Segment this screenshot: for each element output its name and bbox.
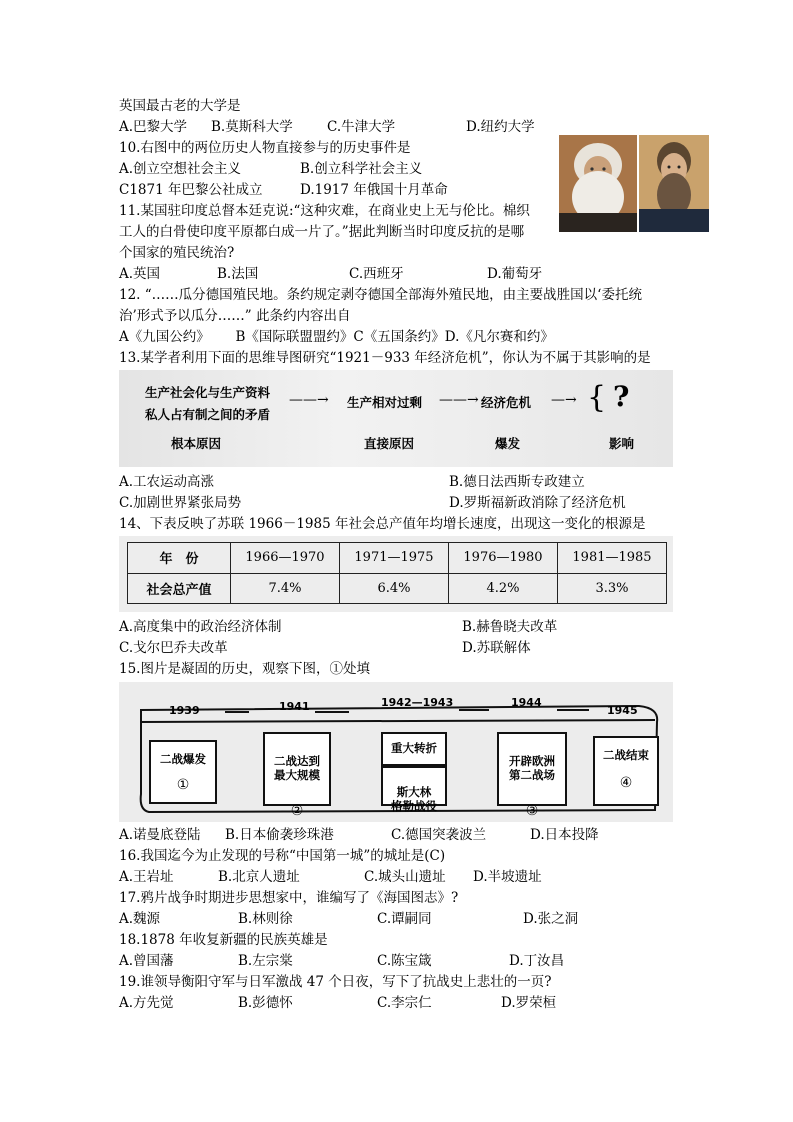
- timeline-box-3-label: 重大转折: [391, 741, 437, 755]
- q16-option-b: B.北京人遗址: [218, 869, 300, 885]
- mind-map-step-2: 生产相对过剩: [347, 395, 423, 410]
- q15-stem: 15.图片是凝固的历史，观察下图，①处填: [119, 661, 370, 677]
- q9-option-d: D.纽约大学: [466, 119, 535, 135]
- q13-option-d: D.罗斯福新政消除了经济危机: [449, 495, 626, 511]
- q10-option-d: D.1917 年俄国十月革命: [300, 182, 448, 198]
- q17-option-b: B.林则徐: [238, 911, 293, 927]
- growth-table: [127, 542, 667, 604]
- table-cell: 年 份: [128, 543, 231, 574]
- arrow-3: —→: [551, 392, 577, 408]
- q18-option-c: C.陈宝箴: [377, 953, 432, 969]
- q14-option-a: A.高度集中的政治经济体制: [119, 619, 282, 635]
- q19-option-d: D.罗荣桓: [501, 995, 557, 1011]
- timeline-box-2-label: 二战达到 最大规模: [274, 754, 320, 782]
- q13-option-c: C.加剧世界紧张局势: [119, 495, 242, 511]
- q13-option-b: B.德日法西斯专政建立: [449, 474, 585, 490]
- q11-stem-line-2: 工人的白骨使印度平原都白成一片了。”据此判断当时印度反抗的是哪: [119, 224, 525, 240]
- q15-option-c: C.德国突袭波兰: [391, 827, 487, 843]
- mind-map-label-1: 根本原因: [171, 436, 222, 451]
- q17-option-d: D.张之洞: [523, 911, 579, 927]
- brace: {: [587, 380, 607, 415]
- timeline-box-4-label: 开辟欧洲 第二战场: [509, 754, 555, 782]
- portrait-engels-image: [639, 135, 709, 232]
- q11-option-a: A.英国: [119, 266, 161, 282]
- mind-map-question: ?: [613, 380, 630, 413]
- timeline-box-1-label: 二战爆发: [160, 752, 206, 766]
- timeline-box-4: [497, 732, 567, 819]
- table-cell: 6.4%: [340, 573, 449, 604]
- q15-option-a: A.诺曼底登陆: [119, 827, 201, 843]
- q17-option-a: A.魏源: [119, 911, 161, 927]
- q17-stem: 17.鸦片战争时期进步思想家中，谁编写了《海国图志》?: [119, 890, 459, 906]
- mind-map-root-line-1: 生产社会化与生产资料: [145, 385, 271, 400]
- timeline-year-1944: 1944: [511, 696, 542, 709]
- timeline-box-5: [593, 736, 659, 806]
- table-row: [128, 543, 667, 574]
- q19-option-a: A.方先觉: [119, 995, 174, 1011]
- timeline-mark-1: ①: [176, 777, 190, 793]
- table-cell: 社会总产值: [128, 573, 231, 604]
- portrait-marx-image: [559, 135, 637, 232]
- q16-stem: 16.我国迄今为止发现的号称“中国第一城”的城址是(C): [119, 848, 446, 864]
- q18-option-b: B.左宗棠: [238, 953, 293, 969]
- q10-option-b: B.创立科学社会主义: [300, 161, 423, 177]
- mind-map-root-line-2: 私人占有制之间的矛盾: [145, 407, 271, 422]
- q9-option-c: C.牛津大学: [327, 119, 396, 135]
- timeline-year-1939: 1939: [169, 704, 200, 717]
- timeline-box-3: [381, 732, 447, 766]
- q9-option-a: A.巴黎大学: [119, 119, 188, 135]
- q18-option-a: A.曾国藩: [119, 953, 174, 969]
- q11-stem-line-1: 11.某国驻印度总督本廷克说:“这种灾难，在商业史上无与伦比。棉织: [119, 203, 530, 219]
- q16-option-d: D.半坡遗址: [473, 869, 542, 885]
- q16-option-c: C.城头山遗址: [364, 869, 446, 885]
- q13-option-a: A.工农运动高涨: [119, 474, 215, 490]
- q19-option-b: B.彭德怀: [238, 995, 293, 1011]
- q15-option-d: D.日本投降: [530, 827, 599, 843]
- timeline-year-1945: 1945: [607, 704, 638, 717]
- mind-map-step-3: 经济危机: [481, 395, 532, 410]
- q13-stem: 13.某学者利用下面的思维导图研究“1921－933 年经济危机”，你认为不属于其影响的是: [119, 350, 651, 366]
- q9-option-b: B.莫斯科大学: [211, 119, 293, 135]
- table-cell: 4.2%: [449, 573, 558, 604]
- timeline-box-3-sub-label: 斯大林 格勒战役: [391, 785, 437, 813]
- timeline-box-2: [263, 732, 331, 819]
- table-cell: 1981—1985: [558, 543, 667, 574]
- timeline-year-1942-1943: 1942—1943: [381, 696, 454, 709]
- q14-option-d: D.苏联解体: [462, 640, 531, 656]
- q18-option-d: D.丁汝昌: [509, 953, 565, 969]
- q10-option-a: A.创立空想社会主义: [119, 161, 242, 177]
- q16-option-a: A.王岩址: [119, 869, 174, 885]
- arrow-2: ——→: [439, 392, 479, 408]
- timeline-mark-3: ③: [525, 803, 539, 819]
- timeline-box-1: [149, 740, 217, 804]
- q19-stem: 19.谁领导衡阳守军与日军激战 47 个日夜，写下了抗战史上悲壮的一页?: [119, 974, 552, 990]
- q14-option-c: C.戈尔巴乔夫改革: [119, 640, 228, 656]
- table-cell: 7.4%: [231, 573, 340, 604]
- q9-stem: 英国最古老的大学是: [119, 98, 241, 114]
- q15-option-b: B.日本偷袭珍珠港: [225, 827, 334, 843]
- q14-stem: 14、下表反映了苏联 1966－1985 年社会总产值年均增长速度，出现这一变化的根源是: [119, 516, 646, 532]
- q11-option-b: B.法国: [217, 266, 259, 282]
- ww2-timeline-image: [119, 682, 673, 822]
- q10-stem: 10.右图中的两位历史人物直接参与的历史事件是: [119, 140, 411, 156]
- q11-option-d: D.葡萄牙: [487, 266, 543, 282]
- q11-option-c: C.西班牙: [349, 266, 404, 282]
- q12-stem-line-2: 治’形式予以瓜分……” 此条约内容出自: [119, 308, 351, 324]
- table-cell: 1971—1975: [340, 543, 449, 574]
- timeline-mark-2: ②: [290, 803, 304, 819]
- table-row: [128, 573, 667, 604]
- table-cell: 3.3%: [558, 573, 667, 604]
- q17-option-c: C.谭嗣同: [377, 911, 432, 927]
- q11-stem-line-3: 个国家的殖民统治?: [119, 245, 235, 261]
- timeline-mark-4: ④: [619, 775, 633, 791]
- mind-map-label-2: 直接原因: [364, 436, 415, 451]
- arrow-1: ——→: [289, 392, 329, 408]
- q12-stem-line-1: 12. “……瓜分德国殖民地。条约规定剥夺德国全部海外殖民地，由主要战胜国以‘委托统: [119, 287, 642, 303]
- q10-option-c: C1871 年巴黎公社成立: [119, 182, 263, 198]
- q18-stem: 18.1878 年收复新疆的民族英雄是: [119, 932, 328, 948]
- mind-map-label-3: 爆发: [495, 436, 521, 451]
- q12-options: A《九国公约》 B《国际联盟盟约》C《五国条约》D.《凡尔赛和约》: [119, 329, 554, 345]
- timeline-box-3-sub: [381, 766, 447, 813]
- q14-option-b: B.赫鲁晓夫改革: [462, 619, 558, 635]
- timeline-year-1941: 1941: [279, 700, 310, 713]
- table-cell: 1976—1980: [449, 543, 558, 574]
- mind-map-diagram: [119, 370, 673, 467]
- mind-map-label-4: 影响: [609, 436, 635, 451]
- q19-option-c: C.李宗仁: [377, 995, 432, 1011]
- table-cell: 1966—1970: [231, 543, 340, 574]
- timeline-box-5-label: 二战结束: [603, 748, 649, 762]
- growth-table-image: [119, 536, 673, 612]
